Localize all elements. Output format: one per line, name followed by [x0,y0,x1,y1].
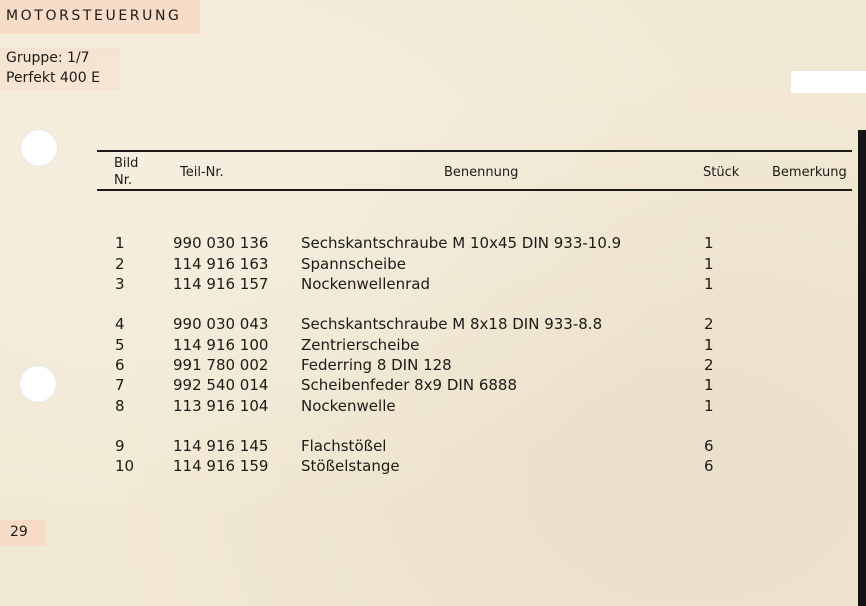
quantity: 1 [704,275,714,293]
part-number: 991 780 002 [173,356,269,374]
part-name: Nockenwellenrad [301,275,430,293]
part-name: Scheibenfeder 8x9 DIN 6888 [301,376,517,394]
part-number: 992 540 014 [173,376,269,394]
quantity: 2 [704,315,714,333]
part-number: 114 916 159 [173,457,269,475]
row-number: 5 [115,336,125,354]
table-row [0,254,866,274]
row-number: 6 [115,356,125,374]
column-header-benennung: Benennung [444,165,519,180]
quantity: 1 [704,234,714,252]
row-number: 8 [115,397,125,415]
part-name: Spannscheibe [301,255,406,273]
table-row [0,314,866,334]
column-header-bild-nr [114,155,138,189]
row-number: 2 [115,255,125,273]
quantity: 1 [704,336,714,354]
row-number: 4 [115,315,125,333]
table-row [0,355,866,375]
part-number: 990 030 136 [173,234,269,252]
part-number: 114 916 100 [173,336,269,354]
table-row [0,375,866,395]
part-number: 114 916 157 [173,275,269,293]
paper-white-patch [791,71,866,93]
column-header-teil-nr: Teil-Nr. [180,165,224,180]
quantity: 6 [704,437,714,455]
part-number: 114 916 163 [173,255,269,273]
table-row [0,274,866,294]
table-rule-bottom [97,189,852,191]
table-row [0,335,866,355]
part-number: 990 030 043 [173,315,269,333]
model-label: Perfekt 400 E [6,70,100,86]
row-number: 3 [115,275,125,293]
part-name: Sechskantschraube M 10x45 DIN 933-10.9 [301,234,622,252]
quantity: 2 [704,356,714,374]
row-number: 1 [115,234,125,252]
row-number: 10 [115,457,135,475]
row-number: 7 [115,376,125,394]
page-number: 29 [10,524,28,540]
row-number: 9 [115,437,125,455]
quantity: 1 [704,397,714,415]
part-name: Zentrierscheibe [301,336,420,354]
column-header-bild-line2: Nr. [114,173,133,188]
column-header-bemerkung: Bemerkung [772,165,847,180]
table-row [0,456,866,476]
part-name: Sechskantschraube M 8x18 DIN 933-8.8 [301,315,603,333]
part-name: Stößelstange [301,457,400,475]
table-row [0,436,866,456]
part-number: 113 916 104 [173,397,269,415]
part-name: Federring 8 DIN 128 [301,356,452,374]
table-rule-top [97,150,852,152]
column-header-bild-line1: Bild [114,156,139,171]
table-row [0,233,866,253]
part-number: 114 916 145 [173,437,269,455]
page-title: MOTORSTEUERUNG [6,8,182,24]
part-name: Flachstößel [301,437,387,455]
punch-hole-top [20,129,58,167]
quantity: 6 [704,457,714,475]
part-name: Nockenwelle [301,397,396,415]
quantity: 1 [704,255,714,273]
column-header-stueck: Stück [703,165,740,180]
table-row [0,396,866,416]
group-label: Gruppe: 1/7 [6,50,90,66]
quantity: 1 [704,376,714,394]
